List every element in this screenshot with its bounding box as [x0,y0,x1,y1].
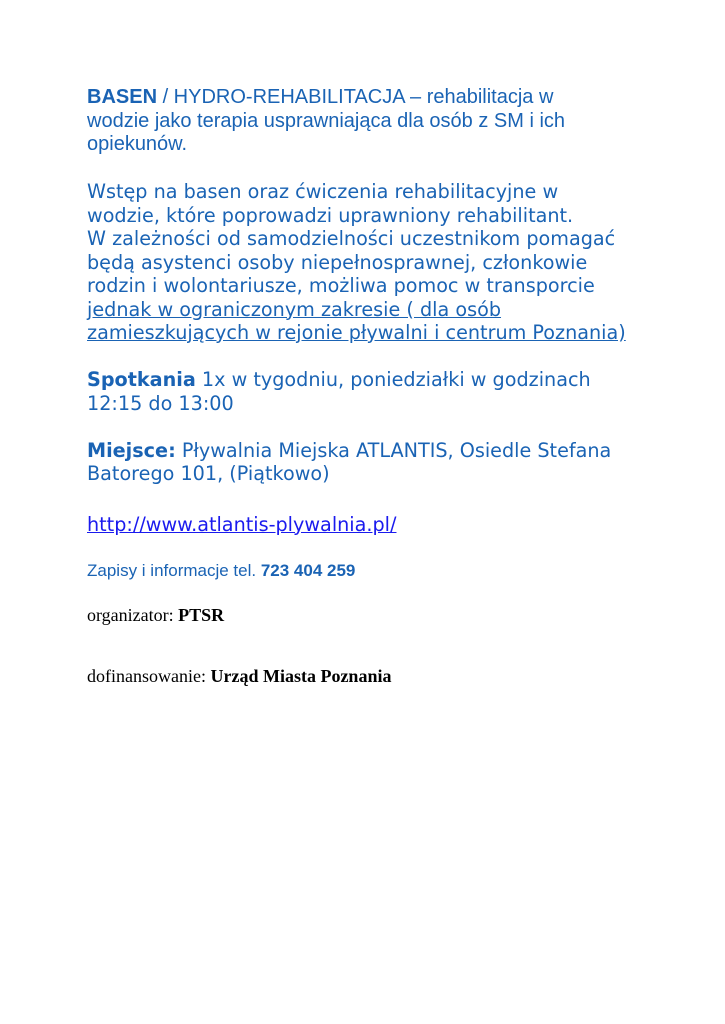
intro-paragraph [87,86,687,157]
description-line-3: W zależności od samodzielności uczestnikom pomagać [87,227,616,250]
description-line-5: rodzin i wolontariusze, możliwa pomoc w transporcie [87,274,595,297]
description-line-1: Wstęp na basen oraz ćwiczenia rehabilitacyjne w [87,180,559,203]
description-line-4: będą asystenci osoby niepełnosprawnej, członkowie [87,250,588,274]
meetings-label: Spotkania [87,368,196,391]
hydro-heading: / HYDRO-REHABILITACJA – rehabilitacja w [157,86,554,108]
place-paragraph [87,439,687,486]
description-paragraph [87,180,687,345]
place-text-2: Batorego 101, (Piątkowo) [87,462,330,485]
basen-heading: BASEN [87,86,158,108]
meetings-text-2: 12:15 do 13:00 [87,391,234,415]
meetings-text-1: 1x w tygodniu, poniedziałki w godzinach [195,368,591,391]
intro-line-2: wodzie jako terapia usprawniająca dla osób z SM i ich [87,109,566,132]
signup-line [87,561,687,581]
place-label: Miejsce: [87,438,176,462]
description-line-7: zamieszkujących w rejonie pływalni i centrum Poznania) [87,321,626,344]
signup-phone: 723 404 259 [260,560,356,580]
intro-line-3: opiekunów. [87,133,188,155]
organizer-name: PTSR [178,604,225,625]
meetings-paragraph [87,368,687,415]
document-page [87,86,687,686]
description-line-6: jednak w ograniczonym zakresie ( dla osób [87,297,502,321]
funding-line [87,666,687,686]
atlantis-website-link[interactable]: http://www.atlantis-plywalnia.pl/ [87,512,397,536]
organizer-line [87,605,687,625]
description-line-2: wodzie, które poprowadzi uprawniony rehabilitant. [87,203,574,227]
place-text-1: Pływalnia Miejska ATLANTIS, Osiedle Stefana [175,438,612,462]
organizer-label: organizator: [87,604,179,625]
funding-name: Urząd Miasta Poznania [210,665,392,686]
signup-label: Zapisy i informacje tel. [87,560,261,580]
funding-label: dofinansowanie: [87,665,211,686]
